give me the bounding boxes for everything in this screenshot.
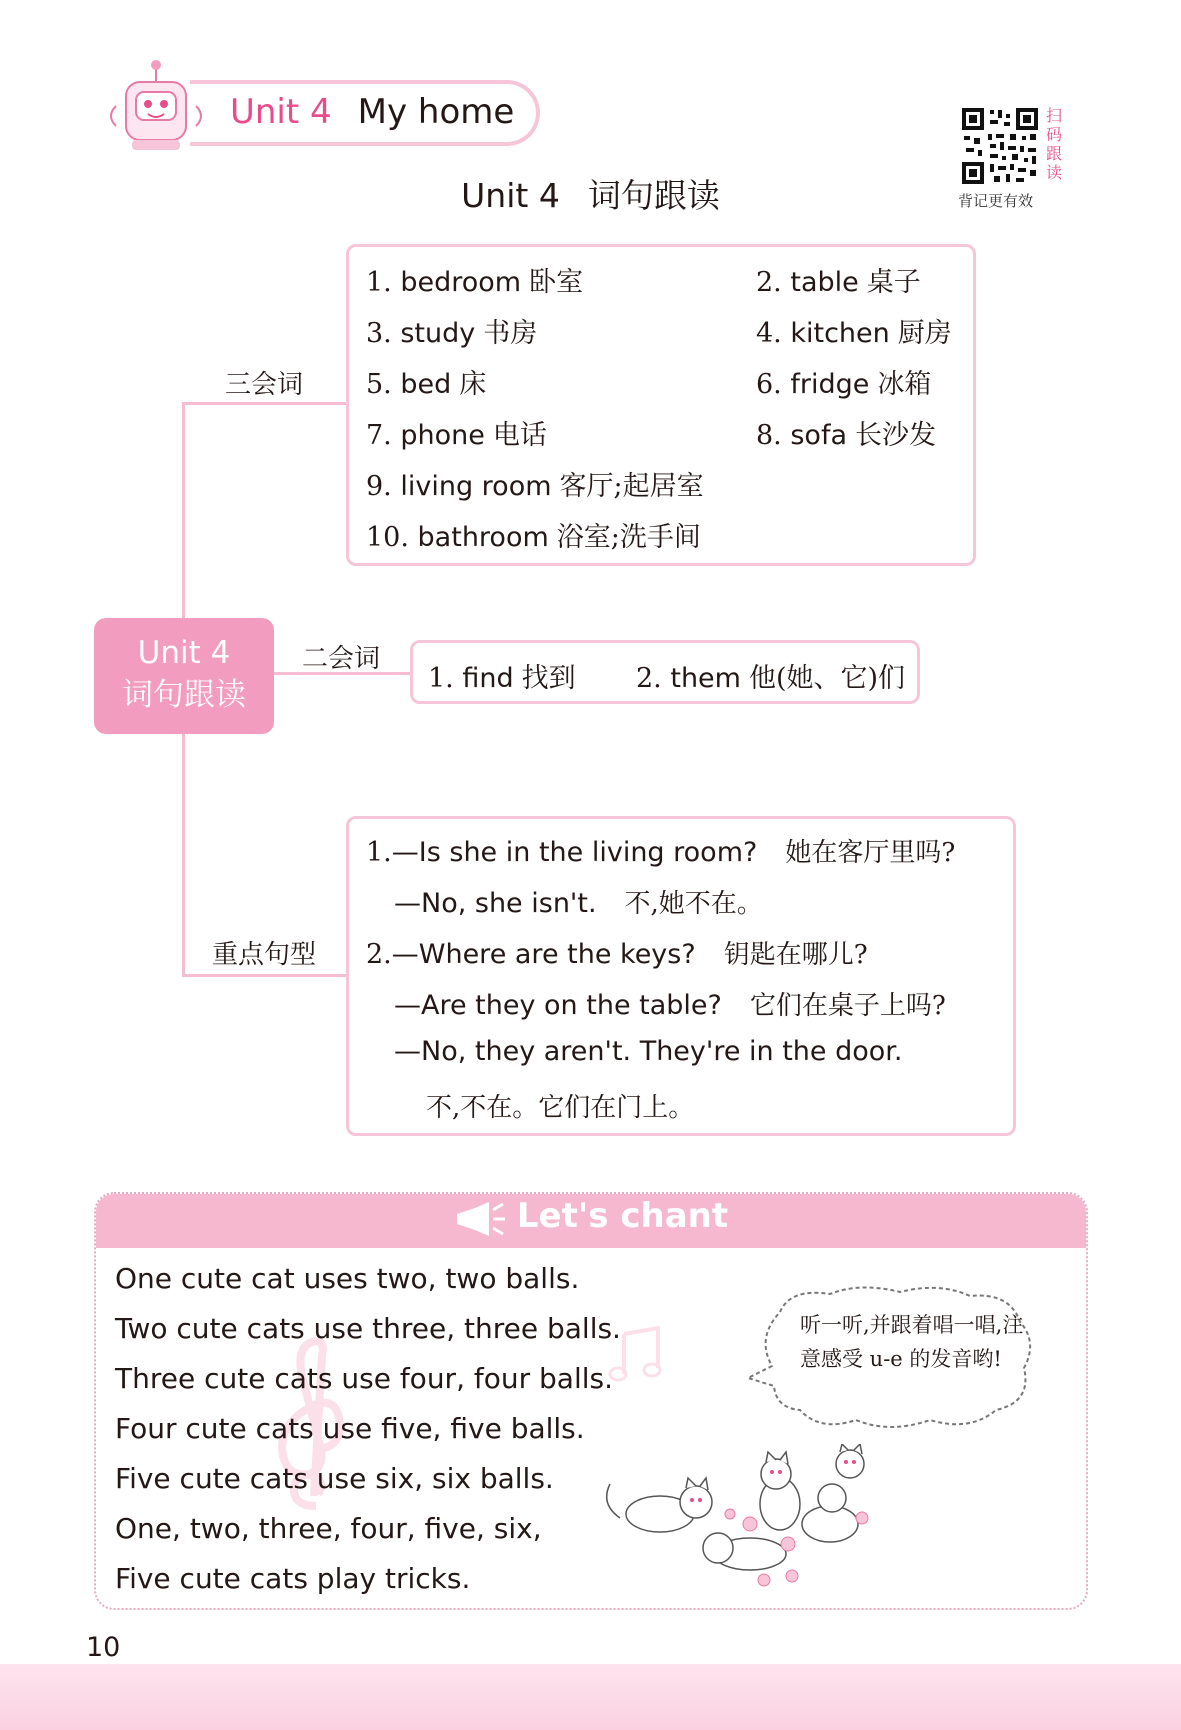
sentence-line: —No, they aren't. They're in the door.	[394, 1036, 903, 1067]
sentence-line: 2.—Where are the keys? 钥匙在哪儿?	[366, 939, 868, 970]
center-line-2: 词句跟读	[122, 677, 246, 713]
vocab-item: 1. bedroom 卧室	[366, 267, 584, 298]
mindmap-center-node	[94, 618, 274, 734]
vocab-item: 5. bed 床	[366, 369, 487, 400]
speech-bubble-text: 听一听,并跟着唱一唱,注意感受 u-e 的发音哟!	[800, 1313, 1024, 1371]
vocab-item: 1. find 找到	[428, 663, 576, 694]
vocab-item: 4. kitchen 厨房	[756, 318, 952, 349]
qr-side-char: 读	[1045, 163, 1062, 182]
chant-title-text: Let's chant	[516, 1196, 729, 1236]
unit-number: Unit 4	[230, 92, 332, 132]
vocab-item: 8. sofa 长沙发	[756, 420, 936, 451]
sentence-line: —Are they on the table? 它们在桌子上吗?	[394, 990, 946, 1021]
vocab-item: 7. phone 电话	[366, 420, 547, 451]
page-number: 10	[86, 1632, 121, 1663]
qr-side-char: 跟	[1045, 144, 1062, 163]
chant-line: Five cute cats play tricks.	[115, 1562, 471, 1595]
vocab-item: 6. fridge 冰箱	[756, 369, 932, 400]
page-heading	[0, 170, 1181, 217]
branch-label-three-skill: 三会词	[225, 370, 304, 400]
page-heading-text: 词句跟读	[587, 176, 720, 215]
chant-line: One cute cat uses two, two balls.	[115, 1262, 580, 1295]
qr-side-char: 码	[1045, 125, 1062, 144]
chant-title	[0, 1196, 1181, 1236]
chant-line: Four cute cats use five, five balls.	[115, 1412, 585, 1445]
vocab-item: 10. bathroom 浴室;洗手间	[366, 522, 701, 553]
page-heading-unit: Unit 4	[461, 176, 560, 215]
playing-cats-illustration	[600, 1444, 880, 1594]
chant-line: One, two, three, four, five, six,	[115, 1512, 542, 1545]
megaphone-icon	[453, 1200, 507, 1236]
connector-line	[182, 402, 348, 405]
robot-mascot-icon	[98, 56, 210, 156]
qr-caption: 背记更有效	[958, 192, 1034, 210]
sentence-line: —No, she isn't. 不,她不在。	[394, 888, 763, 919]
unit-name: My home	[357, 92, 515, 132]
unit-title	[230, 92, 514, 132]
connector-line	[182, 974, 348, 977]
vocab-item: 9. living room 客厅;起居室	[366, 471, 704, 502]
qr-side-char: 扫	[1045, 106, 1062, 125]
branch-label-sentences: 重点句型	[212, 940, 317, 970]
sentence-line: 1.—Is she in the living room? 她在客厅里吗?	[366, 837, 956, 868]
chant-line: Three cute cats use four, four balls.	[115, 1362, 613, 1395]
vocab-item: 3. study 书房	[366, 318, 538, 349]
chant-line: Two cute cats use three, three balls.	[115, 1312, 621, 1345]
branch-label-two-skill: 二会词	[302, 644, 381, 674]
center-line-1: Unit 4	[137, 635, 231, 671]
vocab-item: 2. table 桌子	[756, 267, 921, 298]
sentence-line: 不,不在。它们在门上。	[426, 1093, 695, 1123]
chant-line: Five cute cats use six, six balls.	[115, 1462, 554, 1495]
vocab-item: 2. them 他(她、它)们	[636, 663, 906, 694]
bottom-decor-band	[0, 1664, 1181, 1730]
